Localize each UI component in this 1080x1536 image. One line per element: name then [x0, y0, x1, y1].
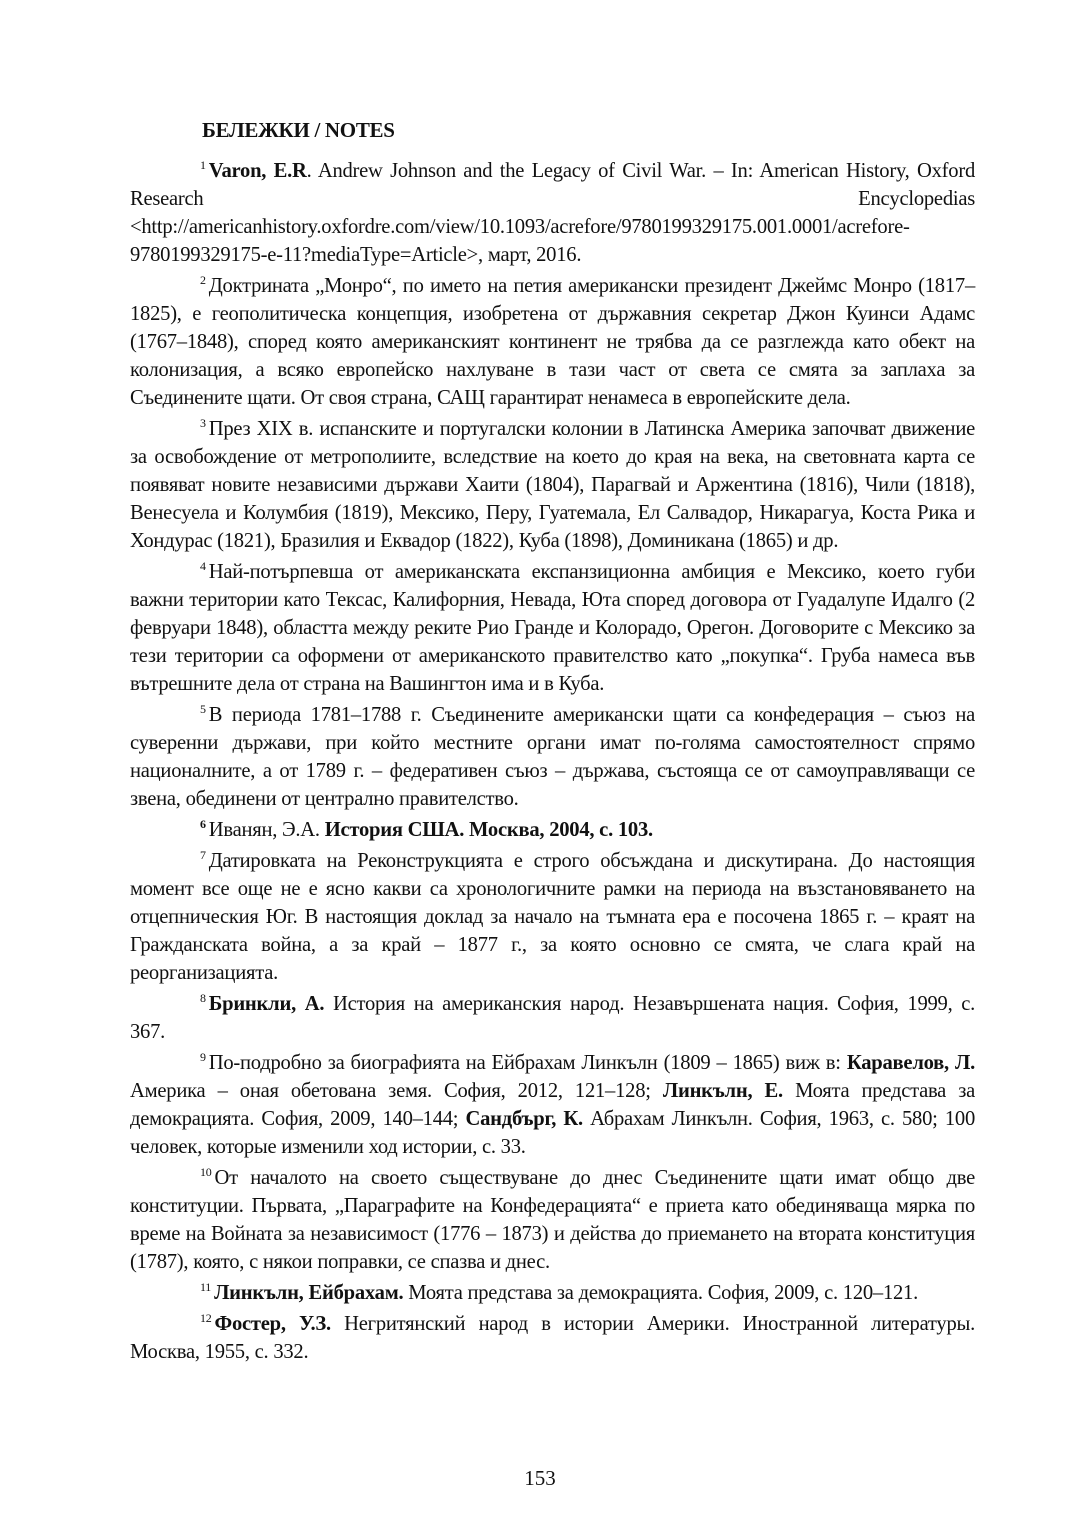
footnote-text: В периода 1781–1788 г. Съединените американски щати са конфедерация – съюз на суверенни държави, при който местните органи имат по-голяма самостоятелност спрямо националните, а от 1789 г. – федеративен съюз – държава, състояща се от самоуправляващи се звена, обединени от централно правителство.: [130, 704, 975, 810]
footnote-number: 11: [200, 1280, 212, 1295]
footnote-11: [130, 1279, 975, 1307]
footnote-4: [130, 558, 975, 698]
page-number: 153: [524, 1466, 556, 1490]
notes-heading: БЕЛЕЖКИ / NOTES: [202, 118, 395, 142]
footnote-bold-text: История США. Москва, 2004, с. 103.: [324, 819, 653, 841]
footnote-8: [130, 990, 975, 1046]
footnote-2: [130, 272, 975, 412]
footnote-text: Иванян, Э.А.: [208, 819, 325, 841]
footnote-number: 12: [200, 1311, 212, 1326]
footnote-10: [130, 1164, 975, 1276]
footnote-text: Датировката на Реконструкцията е строго обсъждана и дискутирана. До настоящия момент все още не е ясно какви са хронологичните рамки на периода на възстановяването на отцепническия Юг. В настоящия доклад за начало на тъмната ера е посочена 1865 г. – краят на Гражданската война, а за край – 1877 г., за която основно се смята, че слага край на реорганизацията.: [130, 850, 975, 984]
footnote-6: [130, 816, 975, 844]
footnote-number: 4: [200, 559, 206, 574]
footnote-text: Най-потърпевша от американската експанзиционна амбиция е Мексико, което губи важни територии като Тексас, Калифорния, Невада, Юта според договора от Гуадалупе Идалго (2 февруари 1848), областта между реките Рио Гранде и Колорадо, Орегон. Договорите с Мексико за тези територии са оформени от американското правителство като „покупка“. Груба намеса във вътрешните дела от страна на Вашингтон има и в Куба.: [130, 561, 975, 695]
footnote-3: [130, 415, 975, 555]
notes-list: [130, 157, 975, 1366]
footnote-bold-text: Фостер, У.З.: [214, 1313, 331, 1335]
footnote-text: Америка – оная обетована земя. София, 2012, 121–128;: [130, 1080, 663, 1102]
footnote-1: [130, 157, 975, 269]
footnote-number: 7: [200, 848, 206, 863]
footnote-bold-text: Каравелов, Л.: [846, 1052, 975, 1074]
footnote-9: [130, 1049, 975, 1161]
footnote-12: [130, 1310, 975, 1366]
footnote-number: 1: [200, 158, 206, 173]
footnote-text: . Andrew Johnson and the Legacy of Civil War. – In: American History, Oxford Research Encyclopedias <http://americanhistory.oxfordre.com/view/10.1093/acrefore/9780199329175.001.0001/acrefore-9780199329175-e-11?mediaType=Article>, март, 2016.: [130, 160, 975, 266]
footnote-bold-text: Линкълн, Ейбрахам.: [214, 1282, 404, 1304]
footnote-number: 10: [200, 1165, 212, 1180]
footnote-7: [130, 847, 975, 987]
footnote-number: 9: [200, 1050, 206, 1065]
footnote-bold-text: Бринкли, А.: [208, 993, 325, 1015]
footnote-text: История на американския народ. Незавършената нация. София, 1999, с. 367.: [130, 993, 976, 1043]
footnote-text: През XIX в. испанските и португалски колонии в Латинска Америка започват движение за освобождение от метрополиите, вследствие на което до края на века, на световната карта се появяват новите независими държави Хаити (1804), Парагвай и Аржентина (1816), Чили (1818), Венесуела и Колумбия (1819), Мексико, Перу, Гуатемала, Ел Салвадор, Никарагуа, Коста Рика и Хондурас (1821), Бразилия и Еквадор (1822), Куба (1898), Доминикана (1865) и др.: [130, 418, 975, 552]
footnote-number: 6: [200, 817, 206, 832]
footnote-number: 3: [200, 416, 206, 431]
footnote-text: Абрахам Линкълн. София, 1963, с. 580; 100 человек, которые изменили ход истории, с. 33.: [130, 1108, 975, 1158]
footnote-bold-text: Varon, E.R: [208, 160, 307, 182]
notes-page: [130, 118, 975, 1369]
footnote-text: Моята представа за демокрацията. София, 2009, 140–144;: [130, 1080, 975, 1130]
footnote-text: Негритянский народ в истории Америки. Иностранной литературы. Москва, 1955, с. 332.: [130, 1313, 975, 1363]
footnote-5: [130, 701, 975, 813]
footnote-text: По-подробно за биографията на Ейбрахам Линкълн (1809 – 1865) виж в:: [208, 1052, 847, 1074]
footnote-number: 5: [200, 702, 206, 717]
footnote-text: Моята представа за демокрацията. София, 2009, с. 120–121.: [403, 1282, 919, 1304]
footnote-text: Доктрината „Монро“, по името на петия американски президент Джеймс Монро (1817–1825), е геополитическа концепция, изобретена от държавния секретар Джон Куинси Адамс (1767–1848), според която американският континент не трябва да се разглежда като обект на колонизация, а всяко европейско нахлуване в тази част от света се смята за заплаха за Съединените щати. От своя страна, САЩ гарантират ненамеса в европейските дела.: [130, 275, 975, 409]
footnote-text: От началото на своето съществуване до днес Съединените щати имат общо две конституции. Първата, „Параграфите на Конфедерацията“ е приета като обединяваща мярка по време на Войната за независимост (1776 – 1873) и действа до приемането на втората конституция (1787), която, с някои поправки, се спазва и днес.: [130, 1167, 975, 1273]
footnote-bold-text: Линкълн, Е.: [662, 1080, 783, 1102]
footnote-number: 2: [200, 273, 206, 288]
footnote-number: 8: [200, 991, 206, 1006]
footnote-bold-text: Сандбърг, К.: [465, 1108, 583, 1130]
